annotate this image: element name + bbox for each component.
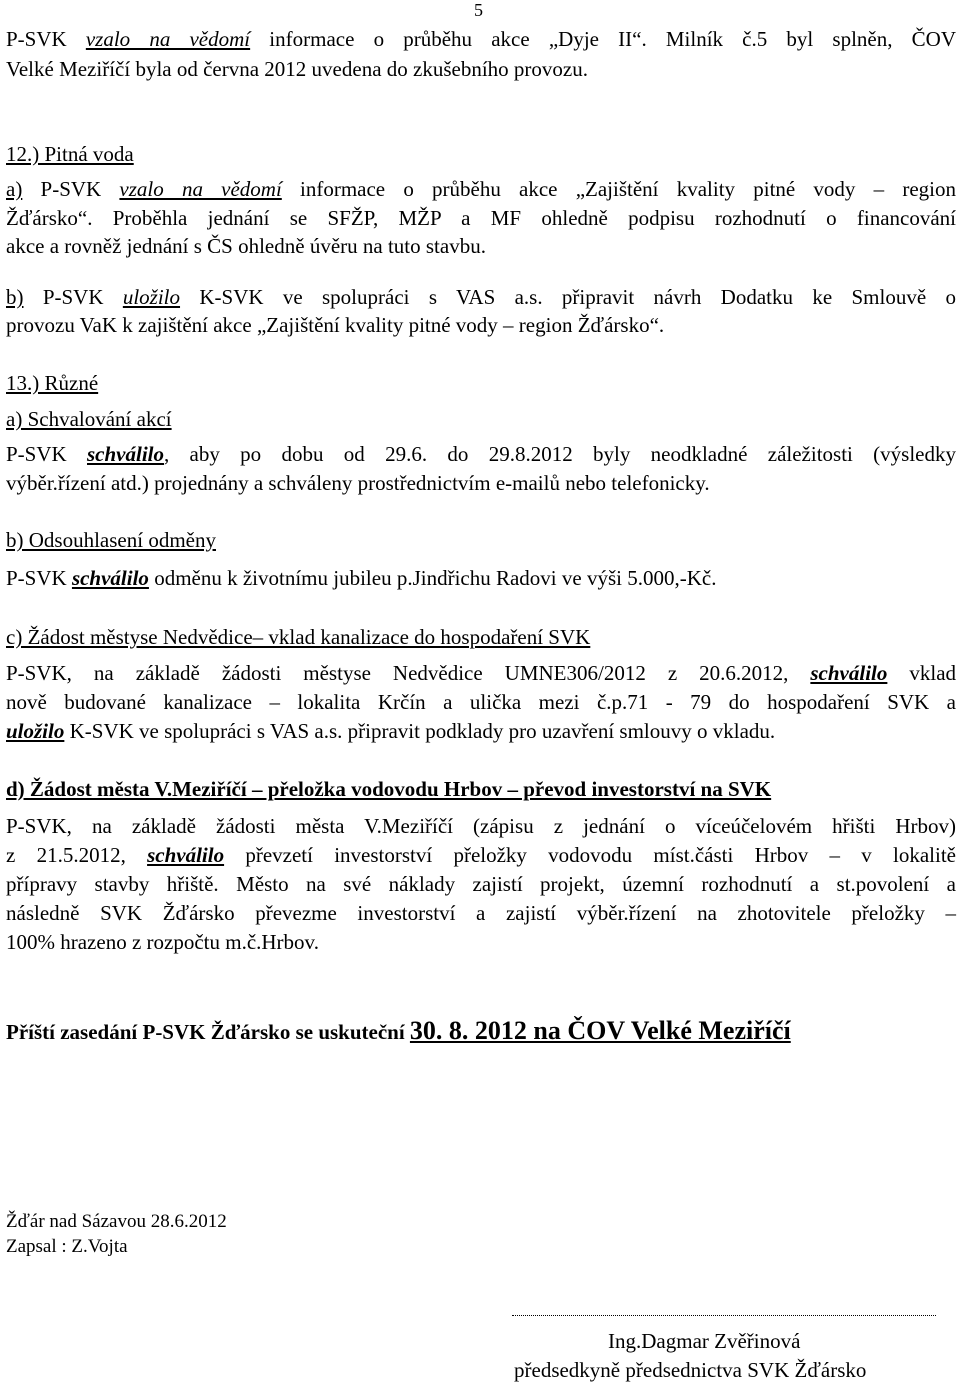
s12b-line-1 [6,284,956,310]
signer-role: předsedkyně předsednictva SVK Žďársko [514,1358,867,1382]
s13a-line-2: výběr.řízení atd.) projednány a schváleny prostřednictvím e-mailů nebo telefonicky. [6,471,710,495]
text: P-SVK [22,177,120,201]
page-number: 5 [474,0,483,20]
text: P-SVK [6,566,72,590]
s13d-line-4: následně SVK Žďársko převezme investorství a zajistí výběr.řízení na zhotovitele přeložky – [6,901,956,925]
s13d-line-5: 100% hrazeno z rozpočtu m.č.Hrbov. [6,930,319,954]
s13a-title: a) Schvalování akcí [6,407,172,431]
text: převzetí investorství přeložky vodovodu míst.části Hrbov – v lokalitě [224,843,956,867]
next-meeting [6,1018,791,1045]
text: K-SVK ve spolupráci s VAS a.s. připravit podklady pro uzavření smlouvy o vkladu. [64,719,776,743]
s13a-line-1 [6,441,956,467]
s13d-line-3: přípravy stavby hřiště. Město na své náklady zajistí projekt, územní rozhodnutí a st.povolení a [6,872,956,896]
s13d-line-1: P-SVK, na základě žádosti města V.Meziříčí (zápisu z jednání o víceúčelovém hřišti Hrbov) [6,814,956,838]
s13c-line-1 [6,660,956,686]
section-12-heading: 12.) Pitná voda [6,142,134,166]
emphasis-approved: schválilo [71,566,149,590]
p11-line-1 [6,26,956,52]
text: P-SVK, na základě žádosti městyse Nedvědice UMNE306/2012 z 20.6.2012, [6,661,811,685]
s12a-line-1 [6,176,956,202]
text: z 21.5.2012, [6,843,148,867]
section-13-heading: 13.) Různé [6,371,99,395]
place-date: Žďár nad Sázavou 28.6.2012 [6,1211,227,1232]
text: P-SVK [23,285,123,309]
text: informace o průběhu akce „Dyje II“. Milník č.5 byl splněn, ČOV [250,27,956,51]
p11-line-2: Velké Meziříčí byla od června 2012 uvedena do zkušebního provozu. [6,57,588,81]
s13c-line-2: nově budované kanalizace – lokalita Krčín a ulička mezi č.p.71 - 79 do hospodaření SVK a [6,690,956,714]
emphasis-approved: schválilo [87,442,164,466]
text: informace o průběhu akce „Zajištění kvality pitné vody – region [281,177,956,201]
next-meeting-date-place: 30. 8. 2012 na ČOV Velké Meziříčí [409,1016,791,1045]
emphasis-noted: vzalo na vědomí [85,27,251,51]
signature-line [512,1315,936,1316]
s13b-title: b) Odsouhlasení odměny [6,528,216,552]
s12a-line-2: Žďársko“. Proběhla jednání se SFŽP, MŽP a MF ohledně podpisu rozhodnutí o financování [6,206,956,230]
s12a-line-3: akce a rovněž jednání s ČS ohledně úvěru na tuto stavbu. [6,234,486,258]
s13d-title: d) Žádost města V.Meziříčí – přeložka vodovodu Hrbov – převod investorství na SVK [6,777,772,801]
emphasis-approved: schválilo [810,661,888,685]
s12b-line-2: provozu VaK k zajištění akce „Zajištění kvality pitné vody – region Žďársko“. [6,313,665,337]
emphasis-approved: schválilo [147,843,225,867]
text: P-SVK [6,442,87,466]
emphasis-noted: vzalo na vědomí [119,177,282,201]
item-label: b) [6,285,24,309]
text: vklad [887,661,957,685]
recorder: Zapsal : Z.Vojta [6,1236,128,1257]
text: , aby po dobu od 29.6. do 29.8.2012 byly neodkladné záležitosti (výsledky [164,442,957,466]
text: K-SVK ve spolupráci s VAS a.s. připravit návrh Dodatku ke Smlouvě o [180,285,956,309]
text: Příští zasedání P-SVK Žďársko se uskuteční [6,1020,410,1044]
s13c-title: c) Žádost městyse Nedvědice– vklad kanalizace do hospodaření SVK [6,625,591,649]
emphasis-imposed: uložilo [122,285,181,309]
item-label: a) [6,177,23,201]
text: P-SVK [6,27,86,51]
text: odměnu k životnímu jubileu p.Jindřichu Radovi ve výši 5.000,-Kč. [148,566,717,590]
signer-name: Ing.Dagmar Zvěřinová [608,1329,801,1353]
s13c-line-3 [6,718,775,744]
emphasis-imposed: uložilo [6,719,65,743]
s13b-line-1 [6,565,716,591]
s13d-line-2 [6,842,956,868]
